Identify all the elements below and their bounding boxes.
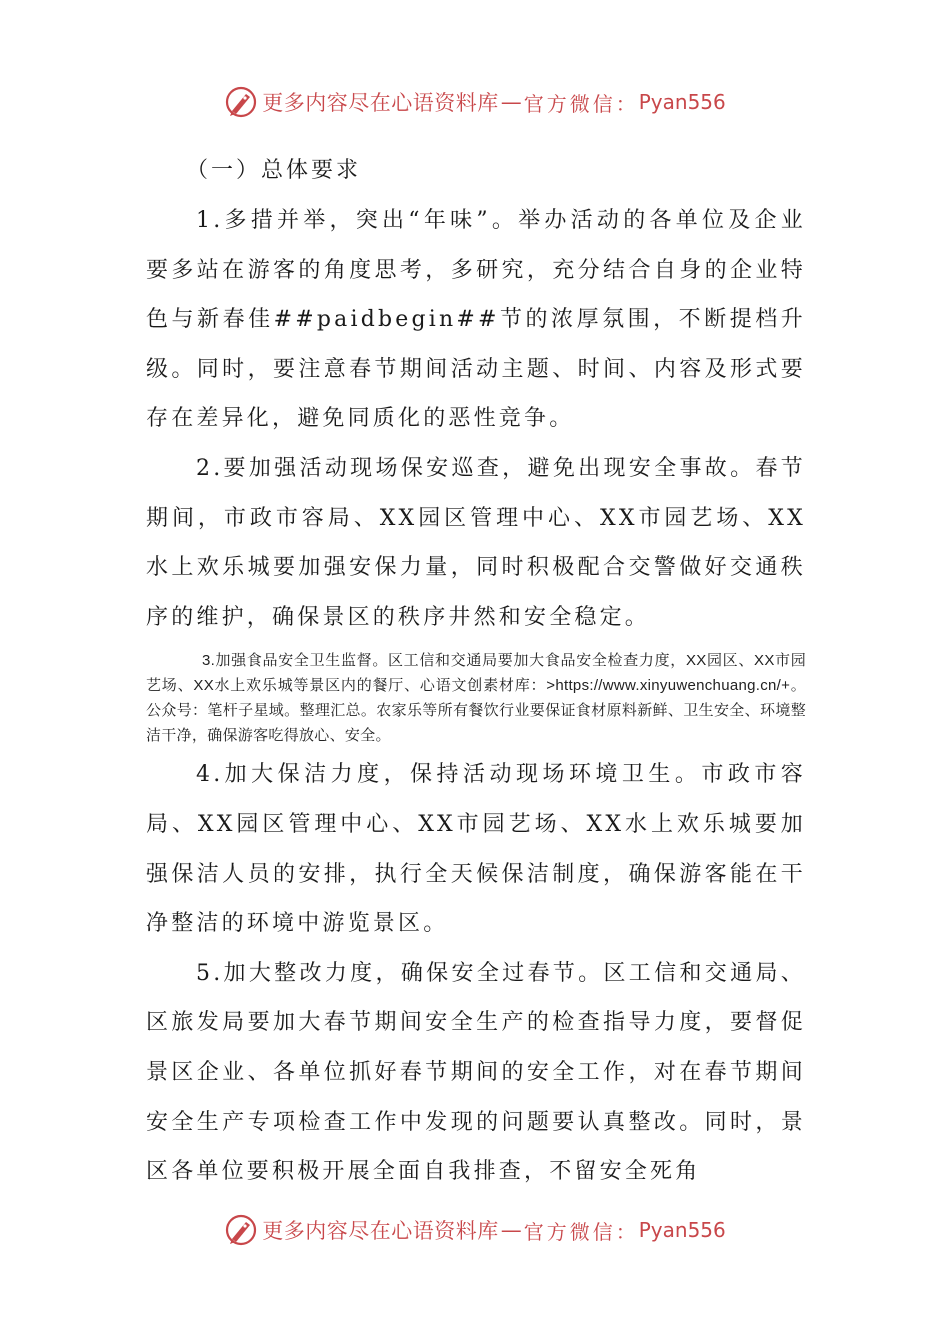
paragraph-5: 5.加大整改力度，确保安全过春节。区工信和交通局、区旅发局要加大春节期间安全生产的检查指导力度，要督促景区企业、各单位抓好春节期间的安全工作，对在春节期间安全生产专项检查工作中发现的问题要认真整改。同时，景区各单位要积极开展全面自我排查，不留安全死角: [146, 960, 806, 1185]
banner-dash: —: [500, 90, 522, 114]
banner-wechat-id: Pyan556: [638, 90, 726, 114]
footer-dash: —: [500, 1218, 522, 1242]
footer-wechat-id: Pyan556: [638, 1218, 726, 1242]
section-heading: （一）总体要求: [186, 158, 362, 183]
footer-banner: [0, 1210, 950, 1250]
banner-wechat-label: 官方微信：: [523, 91, 639, 116]
paragraph-3-small: 3.加强食品安全卫生监督。区工信和交通局要加大食品安全检查力度，XX园区、XX市园艺场、XX水上欢乐城等景区内的餐厅、心语文创素材库：>https://www.xinyuwenchuang.cn/+。公众号：笔杆子星域。整理汇总。农家乐等所有餐饮行业要保证食材原料新鲜、卫生安全、环境整洁干净，确保游客吃得放心、安全。: [146, 652, 806, 745]
footer-brand-text: 更多内容尽在心语资料库: [262, 1219, 499, 1243]
paragraph-1: 1.多措并举，突出“年味”。举办活动的各单位及企业要多站在游客的角度思考，多研究，充分结合自身的企业特色与新春佳##paidbegin##节的浓厚氛围，不断提档升级。同时，要注意春节期间活动主题、时间、内容及形式要存在差异化，避免同质化的恶性竞争。: [146, 208, 806, 432]
document-body: [146, 146, 806, 1197]
footer-wechat-label: 官方微信：: [523, 1219, 639, 1244]
paragraph-2: 2.要加强活动现场保安巡查，避免出现安全事故。春节期间，市政市容局、XX园区管理中心、XX市园艺场、XX水上欢乐城要加强安保力量，同时积极配合交警做好交通秩序的维护，确保景区的秩序井然和安全稳定。: [146, 455, 806, 630]
paragraph-4: 4.加大保洁力度，保持活动现场环境卫生。市政市容局、XX园区管理中心、XX市园艺场、XX水上欢乐城要加强保洁人员的安排，执行全天候保洁制度，确保游客能在干净整洁的环境中游览景区。: [146, 762, 806, 937]
banner-brand-text: 更多内容尽在心语资料库: [262, 91, 499, 115]
pen-nib-logo-icon: [224, 85, 258, 119]
pen-nib-logo-icon: [224, 1213, 258, 1247]
header-banner: [0, 82, 950, 122]
